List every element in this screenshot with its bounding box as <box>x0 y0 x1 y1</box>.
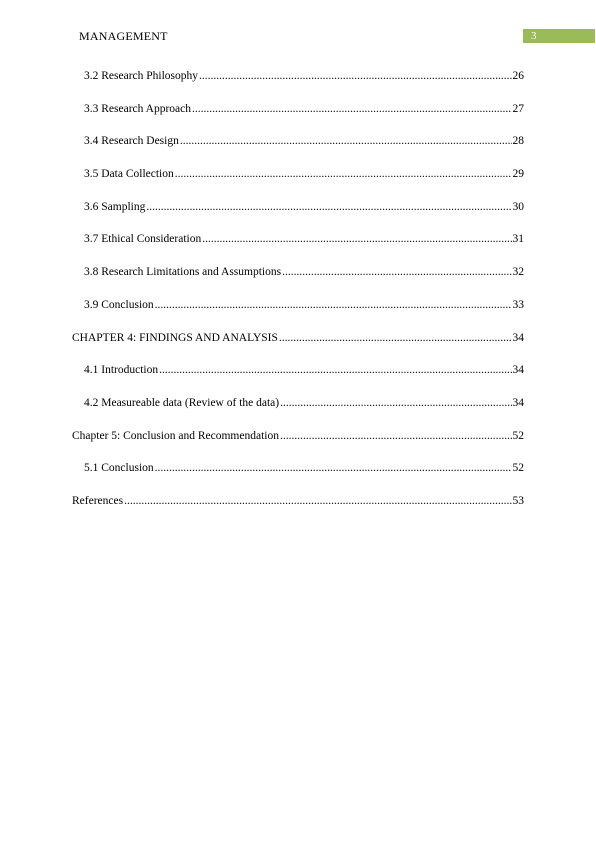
toc-entry-label: 3.9 Conclusion <box>84 298 154 311</box>
toc-dot-leader <box>155 299 512 311</box>
toc-entry[interactable] <box>72 299 524 332</box>
toc-entry-page-number: 34 <box>512 331 524 344</box>
toc-entry-label: 3.8 Research Limitations and Assumptions <box>84 266 282 279</box>
toc-dot-leader <box>199 70 511 82</box>
toc-entry-page-number: 34 <box>512 364 524 377</box>
toc-entry-label: 3.7 Ethical Consideration <box>84 233 202 246</box>
toc-dot-leader <box>282 266 511 278</box>
toc-entry-page-number: 30 <box>512 200 524 213</box>
toc-entry-label: 3.6 Sampling <box>84 200 146 213</box>
toc-entry-page-number: 27 <box>512 102 524 115</box>
toc-entry-page-number: 28 <box>512 135 524 148</box>
toc-entry-page-number: 29 <box>512 168 524 181</box>
toc-entry[interactable] <box>72 332 524 365</box>
toc-dot-leader <box>124 495 511 507</box>
toc-entry[interactable] <box>72 201 524 234</box>
toc-entry-label: References <box>72 494 124 507</box>
toc-dot-leader <box>279 332 512 344</box>
toc-entry-label: Chapter 5: Conclusion and Recommendation <box>72 429 279 442</box>
toc-entry-page-number: 31 <box>512 233 524 246</box>
toc-entry-page-number: 52 <box>512 462 524 475</box>
toc-entry-label: 3.2 Research Philosophy <box>84 70 199 82</box>
header-title: MANAGEMENT <box>79 29 168 43</box>
toc-entry-page-number: 26 <box>512 70 524 82</box>
toc-dot-leader <box>155 462 512 474</box>
toc-entry[interactable] <box>72 168 524 201</box>
toc-dot-leader <box>280 430 512 442</box>
toc-entry-label: 5.1 Conclusion <box>84 462 154 475</box>
toc-entry-label: 3.5 Data Collection <box>84 168 174 181</box>
toc-entry[interactable] <box>72 397 524 430</box>
toc-entry-page-number: 32 <box>512 266 524 279</box>
toc-entry[interactable] <box>72 430 524 463</box>
page-number-badge: 3 <box>523 29 595 43</box>
toc-dot-leader <box>280 397 511 409</box>
toc-entry-label: 3.3 Research Approach <box>84 102 191 115</box>
toc-entry-label: 4.1 Introduction <box>84 364 159 377</box>
toc-entry[interactable] <box>72 364 524 397</box>
toc-entry[interactable] <box>72 266 524 299</box>
toc-dot-leader <box>192 103 512 115</box>
toc-entry[interactable] <box>72 495 524 528</box>
toc-entry[interactable] <box>72 233 524 266</box>
toc-dot-leader <box>202 233 511 245</box>
toc-entry[interactable] <box>72 462 524 495</box>
toc-entry-page-number: 52 <box>512 429 524 442</box>
toc-dot-leader <box>146 201 511 213</box>
table-of-contents <box>72 70 524 528</box>
toc-entry-label: CHAPTER 4: FINDINGS AND ANALYSIS <box>72 331 278 344</box>
toc-entry[interactable] <box>72 135 524 168</box>
toc-dot-leader <box>175 168 512 180</box>
toc-entry-label: 4.2 Measureable data (Review of the data) <box>84 396 280 409</box>
toc-entry[interactable] <box>72 70 524 103</box>
toc-dot-leader <box>159 364 511 376</box>
toc-entry-page-number: 33 <box>512 298 524 311</box>
toc-dot-leader <box>180 135 512 147</box>
toc-entry[interactable] <box>72 103 524 136</box>
toc-entry-label: 3.4 Research Design <box>84 135 179 148</box>
toc-entry-page-number: 34 <box>512 396 524 409</box>
toc-entry-page-number: 53 <box>512 494 524 507</box>
